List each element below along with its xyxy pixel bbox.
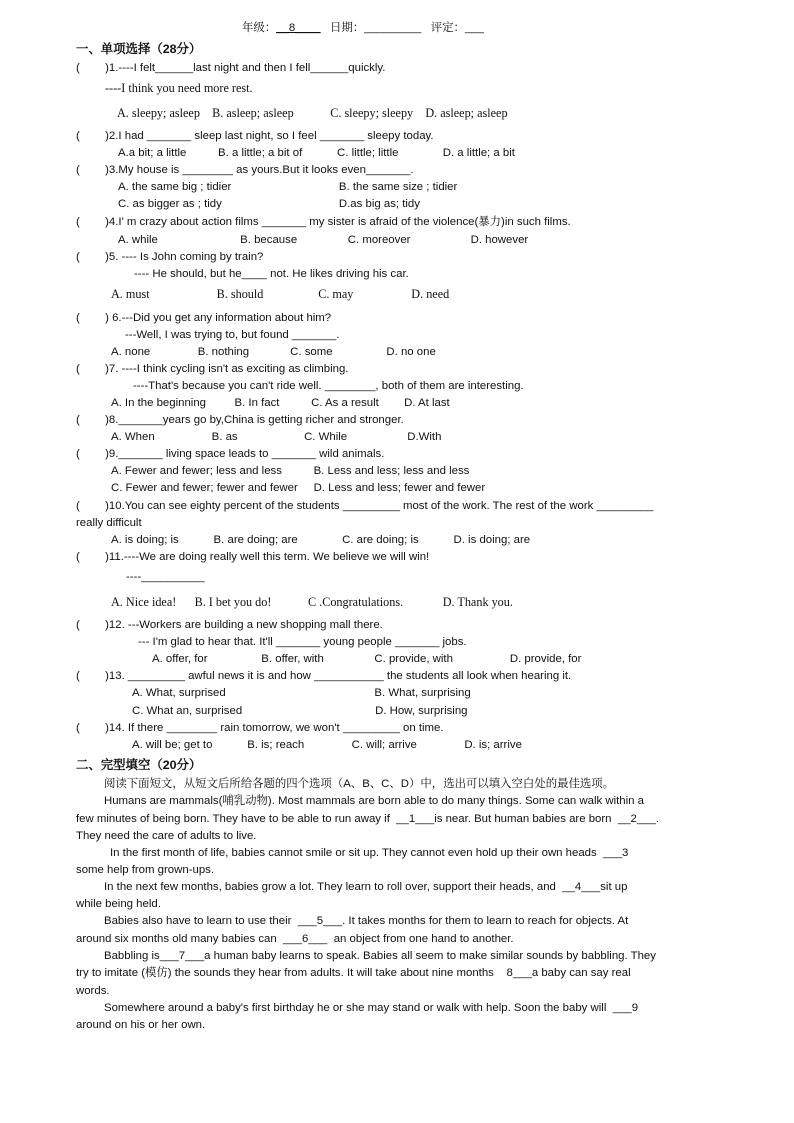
question-6-options: A. none B. nothing C. some D. no one: [111, 346, 436, 358]
question-1-options: A. sleepy; asleep B. asleep; asleep C. sleepy; sleepy D. asleep; asleep: [117, 106, 508, 120]
passage-line: In the first month of life, babies cannot smile or sit up. They cannot even hold up their own heads ___3: [110, 847, 629, 859]
rating-blank: ___: [464, 22, 484, 34]
question-12-response: --- I'm glad to hear that. It'll _______ young people _______ jobs.: [138, 636, 467, 648]
question-13: ( )13. _________ awful news it is and how ___________ the students all look when hearing it.: [76, 670, 572, 682]
question-12: ( )12. ---Workers are building a new shopping mall there.: [76, 619, 383, 631]
question-14: ( )14. If there ________ rain tomorrow, we won't _________ on time.: [76, 722, 444, 734]
section1-title: 一、单项选择（28分）: [76, 42, 202, 56]
question-4-options: A. while B. because C. moreover D. however: [118, 234, 529, 246]
passage-line: They need the care of adults to live.: [76, 830, 257, 842]
section2-title: 二、完型填空（20分）: [76, 758, 202, 772]
date-label: 日期：: [330, 22, 365, 34]
rating-label: 评定：: [430, 22, 465, 34]
passage-line: try to imitate (模仿) the sounds they hear from adults. It will take about nine months 8___a baby can say real: [76, 967, 631, 979]
grade-label: 年级：: [242, 22, 277, 34]
passage-line: Humans are mammals(哺乳动物). Most mammals are born able to do many things. Some can walk within a: [104, 795, 644, 807]
question-8-options: A. When B. as C. While D.With: [111, 431, 442, 443]
question-3-options-cd: C. as bigger as ; tidy D.as big as; tidy: [118, 198, 420, 210]
question-14-options: A. will be; get to B. is; reach C. will; arrive D. is; arrive: [132, 739, 522, 751]
question-10-continued: really difficult: [76, 517, 142, 529]
question-7-options: A. In the beginning B. In fact C. As a result D. At last: [111, 397, 450, 409]
question-11-options: A. Nice idea! B. I bet you do! C .Congratulations. D. Thank you.: [111, 595, 513, 609]
passage-line: while being held.: [76, 898, 161, 910]
grade-value: __8____: [276, 22, 321, 34]
question-9-options-ab: A. Fewer and fewer; less and less B. Less and less; less and less: [111, 465, 470, 477]
question-3-options-ab: A. the same big ; tidier B. the same size ; tidier: [118, 181, 458, 193]
question-7: ( )7. ----I think cycling isn't as exciting as climbing.: [76, 363, 349, 375]
passage-line: few minutes of being born. They have to be able to run away if __1___is near. But human babies are born __2___.: [76, 813, 659, 825]
question-9-options-cd: C. Fewer and fewer; fewer and fewer D. Less and less; fewer and fewer: [111, 482, 486, 494]
question-6-response: ---Well, I was trying to, but found _______.: [125, 329, 340, 341]
header-line: [242, 23, 484, 34]
date-blank: _________: [364, 22, 422, 34]
passage-line: some help from grown-ups.: [76, 864, 215, 876]
question-13-options-cd: C. What an, surprised D. How, surprising: [132, 705, 468, 717]
question-5: ( )5. ---- Is John coming by train?: [76, 251, 264, 263]
question-3: ( )3.My house is ________ as yours.But it looks even_______.: [76, 164, 414, 176]
passage-line: Babies also have to learn to use their ___5___. It takes months for them to learn to reach for objects. At: [104, 915, 629, 927]
question-8: ( )8._______years go by,China is getting richer and stronger.: [76, 414, 404, 426]
question-5-options: A. must B. should C. may D. need: [111, 287, 450, 301]
passage-line: Babbling is___7___a human baby learns to speak. Babies all seem to make similar sounds by babbling. They: [104, 950, 656, 962]
question-10: ( )10.You can see eighty percent of the students _________ most of the work. The rest of the work _________: [76, 500, 654, 512]
question-1: ( )1.----I felt______last night and then I fell______quickly.: [76, 62, 386, 74]
question-5-response: ---- He should, but he____ not. He likes driving his car.: [134, 268, 409, 280]
question-6: ( ) 6.---Did you get any information about him?: [76, 312, 332, 324]
passage-line: around six months old many babies can ___6___ an object from one hand to another.: [76, 933, 514, 945]
question-11: ( )11.----We are doing really well this term. We believe we will win!: [76, 551, 430, 563]
question-4: ( )4.I' m crazy about action films _______ my sister is afraid of the violence(暴力)in such films.: [76, 216, 571, 228]
question-9: ( )9._______ living space leads to _______ wild animals.: [76, 448, 385, 460]
question-7-response: ----That's because you can't ride well. ________, both of them are interesting.: [133, 380, 524, 392]
passage-line: In the next few months, babies grow a lot. They learn to roll over, support their heads, and __4___sit up: [104, 881, 628, 893]
question-10-options: A. is doing; is B. are doing; are C. are doing; is D. is doing; are: [111, 534, 531, 546]
passage-line: Somewhere around a baby's first birthday he or she may stand or walk with help. Soon the baby will ___9: [104, 1002, 639, 1014]
question-2: ( )2.I had _______ sleep last night, so I feel _______ sleepy today.: [76, 130, 434, 142]
question-13-options-ab: A. What, surprised B. What, surprising: [132, 687, 471, 699]
passage-line: words.: [76, 985, 110, 997]
question-12-options: A. offer, for B. offer, with C. provide, with D. provide, for: [152, 653, 582, 665]
passage-line: around on his or her own.: [76, 1019, 206, 1031]
cloze-instructions: 阅读下面短文，从短文后所给各题的四个选项（A、B、C、D）中，选出可以填入空白处的最佳选项。: [104, 778, 615, 790]
question-2-options: A.a bit; a little B. a little; a bit of C. little; little D. a little; a bit: [118, 147, 515, 159]
question-1-response: ----I think you need more rest.: [105, 81, 253, 95]
question-11-response: ----__________: [126, 571, 205, 583]
